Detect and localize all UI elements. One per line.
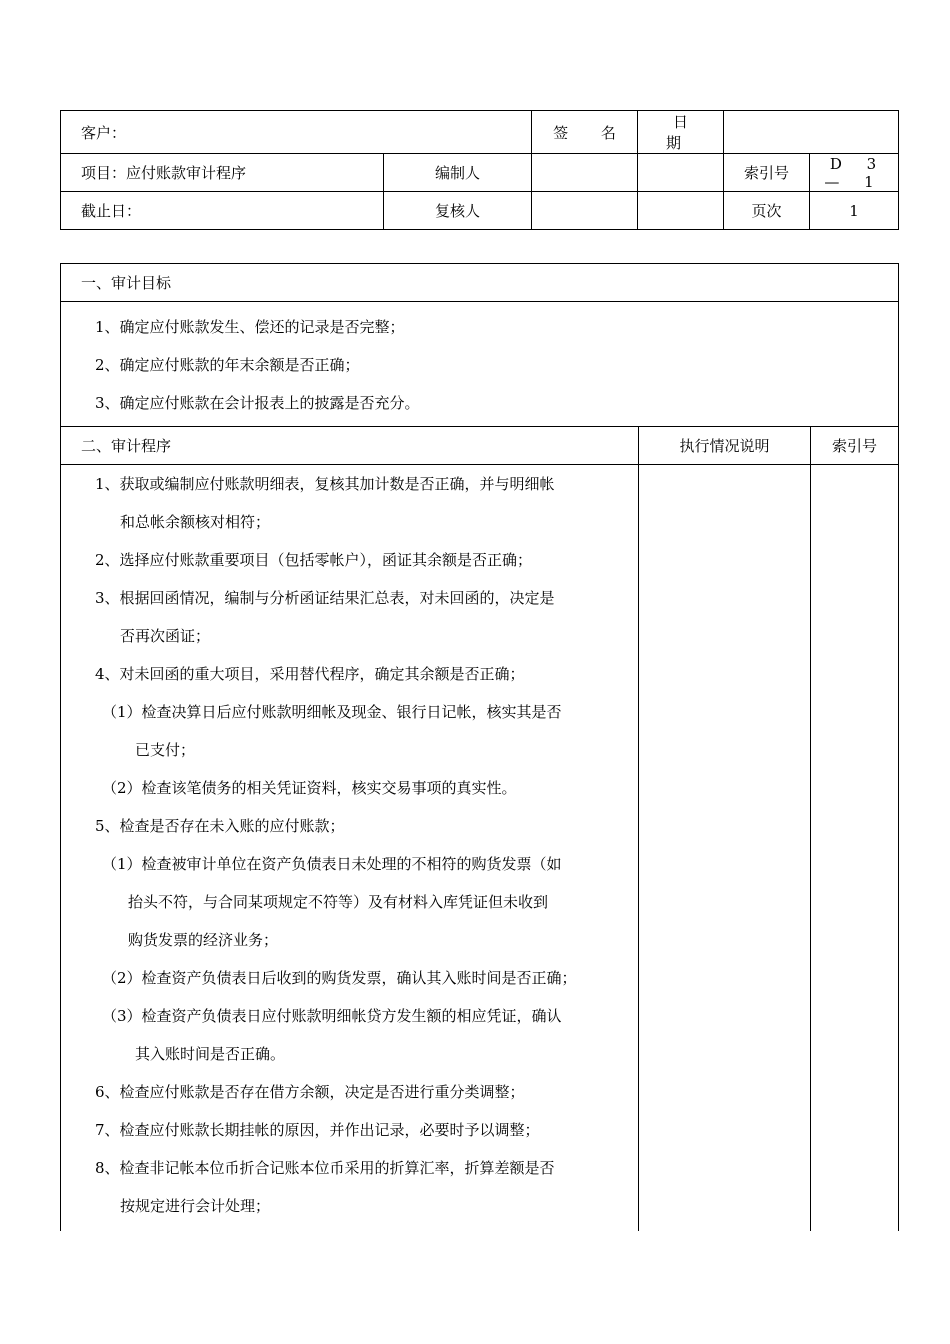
procedure-line: 7、检查应付账款长期挂帐的原因，并作出记录，必要时予以调整； <box>95 1121 540 1139</box>
procedure-line: 购货发票的经济业务； <box>128 931 279 949</box>
procedure-line: 和总帐余额核对相符； <box>120 513 271 531</box>
procedure-index-header: 索引号 <box>811 427 899 465</box>
reviewer-date-cell <box>638 192 724 230</box>
header-table <box>60 110 899 230</box>
page-label: 页次 <box>724 192 810 230</box>
procedure-line: 已支付； <box>135 741 196 759</box>
objectives-list <box>61 302 899 427</box>
procedure-line: （1）检查被审计单位在资产负债表日未处理的不相符的购货发票（如 <box>102 855 562 873</box>
procedure-line: （1）检查决算日后应付账款明细帐及现金、银行日记帐，核实其是否 <box>102 703 562 721</box>
procedure-line: （2）检查该笔债务的相关凭证资料，核实交易事项的真实性。 <box>102 779 517 797</box>
procedure-line: 1、获取或编制应付账款明细表，复核其加计数是否正确，并与明细帐 <box>95 475 555 493</box>
execution-header: 执行情况说明 <box>639 427 811 465</box>
date-header: 日 期 <box>638 111 724 154</box>
index-label: 索引号 <box>724 154 810 192</box>
procedure-line: 4、对未回函的重大项目，采用替代程序，确定其余额是否正确； <box>95 665 525 683</box>
procedure-line: 8、检查非记帐本位币折合记账本位币采用的折算汇率，折算差额是否 <box>95 1159 555 1177</box>
reviewer-label: 复核人 <box>384 192 532 230</box>
preparer-label: 编制人 <box>384 154 532 192</box>
project-field: 项目：应付账款审计程序 <box>61 154 384 192</box>
date-top-blank <box>724 111 899 154</box>
objectives-title: 一、审计目标 <box>61 264 899 302</box>
signature-header: 签 名 <box>532 111 638 154</box>
preparer-signature-cell <box>532 154 638 192</box>
preparer-date-cell <box>638 154 724 192</box>
procedure-line: 3、根据回函情况，编制与分析函证结果汇总表，对未回函的，决定是 <box>95 589 555 607</box>
procedures-title: 二、审计程序 <box>61 427 639 465</box>
procedure-line: 6、检查应付账款是否存在借方余额，决定是否进行重分类调整； <box>95 1083 525 1101</box>
procedure-line: （3）检查资产负债表日应付账款明细帐贷方发生额的相应凭证，确认 <box>102 1007 562 1025</box>
objective-item: 2、确定应付账款的年末余额是否正确； <box>95 356 360 374</box>
objective-item: 3、确定应付账款在会计报表上的披露是否充分。 <box>95 394 420 412</box>
client-label: 客户： <box>81 123 127 142</box>
audit-program-table <box>60 263 899 1231</box>
procedure-index-column <box>811 465 899 1232</box>
objective-item: 1、确定应付账款发生、偿还的记录是否完整； <box>95 318 405 336</box>
reviewer-signature-cell <box>532 192 638 230</box>
index-value: D 3 — 1 <box>810 154 899 192</box>
procedure-line: 5、检查是否存在未入账的应付账款； <box>95 817 345 835</box>
procedure-line: 抬头不符，与合同某项规定不符等）及有材料入库凭证但未收到 <box>128 893 549 911</box>
procedure-line: 其入账时间是否正确。 <box>135 1045 286 1063</box>
procedure-line: 按规定进行会计处理； <box>120 1197 271 1215</box>
cutoff-field: 截止日： <box>61 192 384 230</box>
client-field <box>61 111 532 154</box>
execution-notes-column <box>639 465 811 1232</box>
page-value: 1 <box>810 192 899 230</box>
procedure-line: （2）检查资产负债表日后收到的购货发票，确认其入账时间是否正确； <box>102 969 577 987</box>
procedure-line: 2、选择应付账款重要项目（包括零帐户），函证其余额是否正确； <box>95 551 533 569</box>
procedures-list <box>61 465 639 1232</box>
procedure-line: 否再次函证； <box>120 627 211 645</box>
